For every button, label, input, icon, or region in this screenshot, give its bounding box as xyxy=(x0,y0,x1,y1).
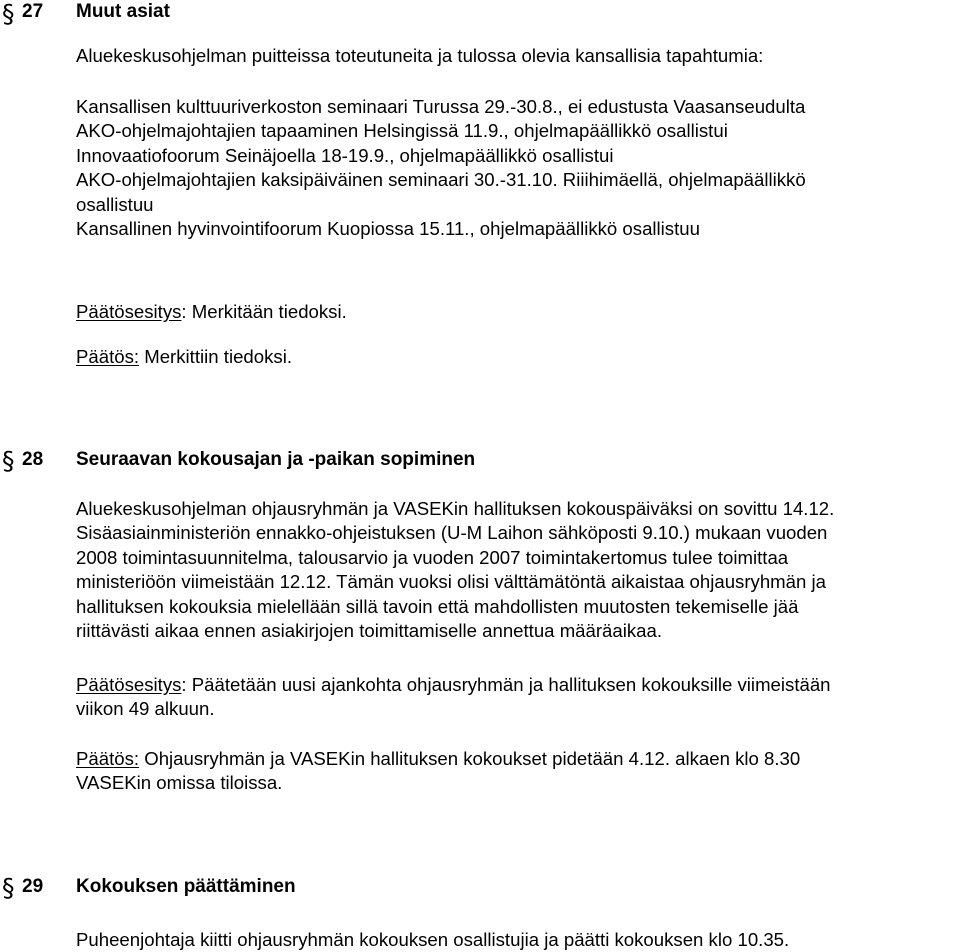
section-title: Muut asiat xyxy=(76,1,170,22)
proposal-label: Päätösesitys xyxy=(76,674,182,695)
section-symbol: § xyxy=(2,873,15,902)
body-line: Sisäasiainministeriön ennakko-ohjeistuksen (U-M Laihon sähköposti 9.10.) mukaan vuoden xyxy=(76,522,828,544)
event-line: Kansallinen hyvinvointifoorum Kuopiossa 15.11., ohjelmapäällikkö osallistuu xyxy=(76,218,700,240)
body-line: Aluekeskusohjelman ohjausryhmän ja VASEKin hallituksen kokouspäiväksi on sovittu 14.12. xyxy=(76,498,835,519)
proposal-text: : Päätetään uusi ajankohta ohjausryhmän ja hallituksen kokouksille viimeistään xyxy=(181,674,831,695)
event-list xyxy=(76,95,956,241)
decision-proposal xyxy=(76,300,956,324)
decision-label: Päätös: xyxy=(76,346,140,367)
decision-text-continued: VASEKin omissa tiloissa. xyxy=(76,772,283,794)
section-heading xyxy=(22,877,296,896)
intro-line: Aluekeskusohjelman puitteissa toteutuneita ja tulossa olevia kansallisia tapahtumia: xyxy=(76,45,764,66)
section-heading xyxy=(22,2,170,21)
body-line: Puheenjohtaja kiitti ohjausryhmän kokouksen osallistujia ja päätti kokouksen klo 10.35. xyxy=(76,929,790,950)
section-heading xyxy=(22,450,475,469)
section-title: Seuraavan kokousajan ja -paikan sopiminen xyxy=(76,449,476,470)
section-body xyxy=(76,497,956,643)
event-line: AKO-ohjelmajohtajien kaksipäiväinen seminaari 30.-31.10. Riiihimäellä, ohjelmapäällikkö xyxy=(76,169,806,191)
proposal-text: : Merkitään tiedoksi. xyxy=(181,301,347,322)
decision-text: Merkittiin tiedoksi. xyxy=(139,346,292,367)
section-number: 27 xyxy=(22,1,44,22)
event-line: Innovaatiofoorum Seinäjoella 18-19.9., ohjelmapäällikkö osallistui xyxy=(76,144,614,166)
body-line: ministeriöön viimeistään 12.12. Tämän vuoksi olisi välttämätöntä aikaistaa ohjausryhmän ja xyxy=(76,571,826,593)
event-line: osallistuu xyxy=(76,193,154,215)
body-line: riittävästi aikaa ennen asiakirjojen toimittamiselle annettua määräaikaa. xyxy=(76,620,663,642)
event-line: AKO-ohjelmajohtajien tapaaminen Helsingissä 11.9., ohjelmapäällikkö osallistui xyxy=(76,120,728,142)
section-number: 29 xyxy=(22,876,44,897)
body-line: 2008 toimintasuunnitelma, talousarvio ja vuoden 2007 toimintakertomus tulee toimittaa xyxy=(76,546,789,568)
decision-text: Ohjausryhmän ja VASEKin hallituksen kokoukset pidetään 4.12. alkaen klo 8.30 xyxy=(139,748,801,769)
decision-label: Päätös: xyxy=(76,748,140,769)
proposal-text-continued: viikon 49 alkuun. xyxy=(76,698,215,720)
decision xyxy=(76,345,956,369)
body-line: hallituksen kokouksia mielellään sillä tavoin että mahdollisten muutosten tekemiselle jää xyxy=(76,595,799,617)
section-body xyxy=(76,928,956,952)
proposal-label: Päätösesitys xyxy=(76,301,182,322)
section-symbol: § xyxy=(2,446,15,475)
section-intro xyxy=(76,44,956,68)
section-number: 28 xyxy=(22,449,44,470)
section-title: Kokouksen päättäminen xyxy=(76,876,296,897)
decision xyxy=(76,747,956,796)
event-line: Kansallisen kulttuuriverkoston seminaari Turussa 29.-30.8., ei edustusta Vaasanseudulta xyxy=(76,96,806,117)
decision-proposal xyxy=(76,673,956,722)
section-symbol: § xyxy=(2,0,15,28)
